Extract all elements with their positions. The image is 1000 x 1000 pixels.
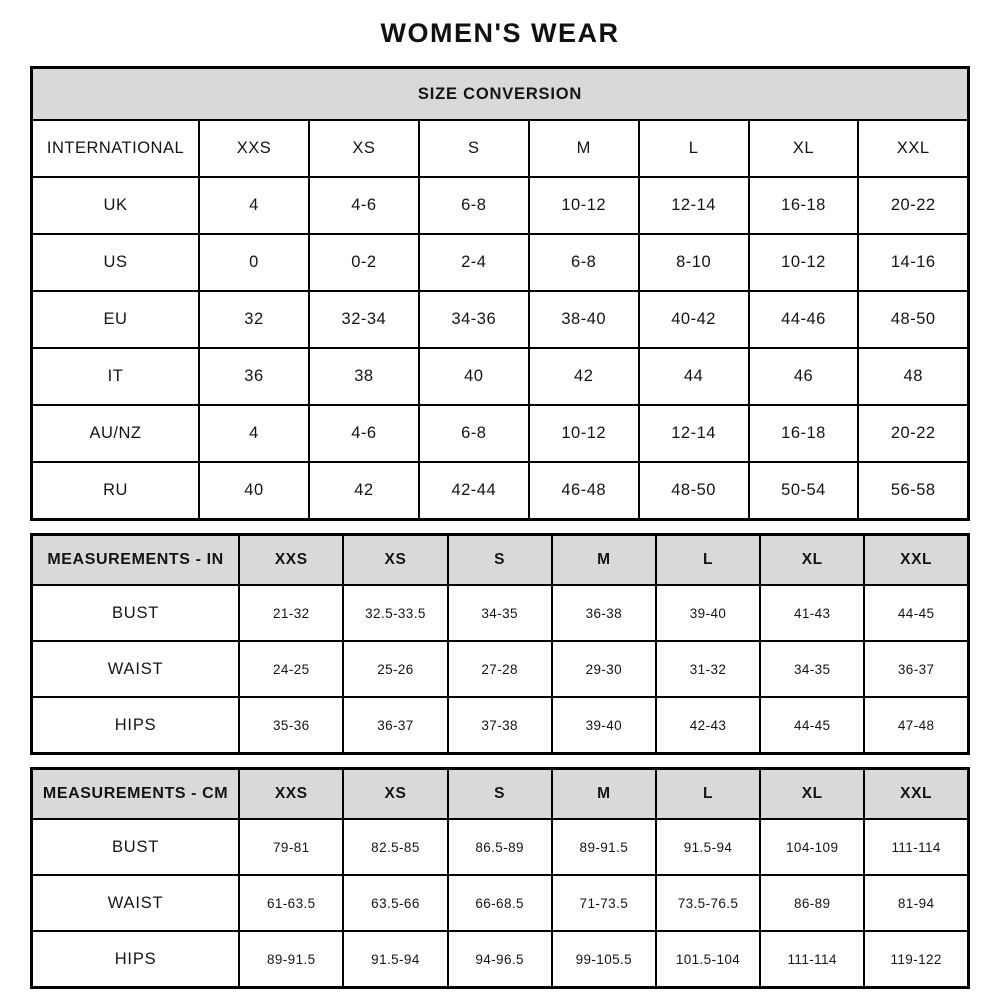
data-cell: 50-54	[749, 462, 859, 520]
data-cell: 73.5-76.5	[656, 875, 760, 931]
row-label-cell: EU	[32, 291, 200, 348]
data-cell: 6-8	[419, 405, 529, 462]
data-cell: 6-8	[419, 177, 529, 234]
data-cell: 94-96.5	[448, 931, 552, 988]
data-cell: 25-26	[343, 641, 447, 697]
data-cell: 40	[419, 348, 529, 405]
row-label-cell: HIPS	[32, 931, 240, 988]
data-cell: 119-122	[864, 931, 968, 988]
data-cell: 4-6	[309, 405, 419, 462]
table-label-cell: INTERNATIONAL	[32, 120, 200, 177]
data-cell: 47-48	[864, 697, 968, 754]
data-cell: 14-16	[858, 234, 968, 291]
table-row	[32, 177, 969, 234]
data-cell: 12-14	[639, 405, 749, 462]
data-cell: 34-35	[760, 641, 864, 697]
data-cell: 46	[749, 348, 859, 405]
data-cell: 36	[199, 348, 309, 405]
row-label-cell: HIPS	[32, 697, 240, 754]
table-banner-row	[32, 68, 969, 121]
data-cell: 91.5-94	[656, 819, 760, 875]
column-header-cell: XL	[749, 120, 859, 177]
data-cell: 0-2	[309, 234, 419, 291]
data-cell: 4	[199, 177, 309, 234]
row-label-cell: WAIST	[32, 875, 240, 931]
row-label-cell: BUST	[32, 819, 240, 875]
table-banner: SIZE CONVERSION	[32, 68, 969, 121]
data-cell: 89-91.5	[552, 819, 656, 875]
data-cell: 32.5-33.5	[343, 585, 447, 641]
row-label-cell: IT	[32, 348, 200, 405]
row-label-cell: US	[32, 234, 200, 291]
data-cell: 40	[199, 462, 309, 520]
column-header-cell: XXL	[864, 535, 968, 586]
table-row	[32, 585, 969, 641]
data-cell: 31-32	[656, 641, 760, 697]
data-cell: 44-45	[864, 585, 968, 641]
data-cell: 40-42	[639, 291, 749, 348]
column-header-cell: L	[639, 120, 749, 177]
data-cell: 48-50	[858, 291, 968, 348]
data-cell: 111-114	[760, 931, 864, 988]
table-row	[32, 641, 969, 697]
data-cell: 35-36	[239, 697, 343, 754]
data-cell: 86-89	[760, 875, 864, 931]
table-label-cell: MEASUREMENTS - CM	[32, 769, 240, 820]
data-cell: 10-12	[749, 234, 859, 291]
row-label-cell: BUST	[32, 585, 240, 641]
data-cell: 27-28	[448, 641, 552, 697]
column-header-cell: XL	[760, 535, 864, 586]
row-label-cell: RU	[32, 462, 200, 520]
data-cell: 71-73.5	[552, 875, 656, 931]
data-cell: 42-43	[656, 697, 760, 754]
data-cell: 4-6	[309, 177, 419, 234]
data-cell: 61-63.5	[239, 875, 343, 931]
data-cell: 16-18	[749, 177, 859, 234]
data-cell: 79-81	[239, 819, 343, 875]
data-cell: 48-50	[639, 462, 749, 520]
data-cell: 0	[199, 234, 309, 291]
column-header-cell: XXS	[239, 769, 343, 820]
data-cell: 111-114	[864, 819, 968, 875]
data-cell: 32-34	[309, 291, 419, 348]
data-cell: 46-48	[529, 462, 639, 520]
data-cell: 36-37	[864, 641, 968, 697]
column-header-cell: XS	[343, 769, 447, 820]
measurements-in-table	[30, 533, 970, 755]
table-row	[32, 291, 969, 348]
column-header-row	[32, 535, 969, 586]
column-header-cell: L	[656, 535, 760, 586]
data-cell: 21-32	[239, 585, 343, 641]
data-cell: 39-40	[552, 697, 656, 754]
table-row	[32, 875, 969, 931]
row-label-cell: WAIST	[32, 641, 240, 697]
data-cell: 36-38	[552, 585, 656, 641]
data-cell: 56-58	[858, 462, 968, 520]
table-row	[32, 931, 969, 988]
column-header-cell: XXS	[239, 535, 343, 586]
data-cell: 4	[199, 405, 309, 462]
data-cell: 81-94	[864, 875, 968, 931]
data-cell: 66-68.5	[448, 875, 552, 931]
data-cell: 63.5-66	[343, 875, 447, 931]
data-cell: 34-35	[448, 585, 552, 641]
table-row	[32, 819, 969, 875]
row-label-cell: AU/NZ	[32, 405, 200, 462]
column-header-cell: M	[552, 769, 656, 820]
size-conversion-table	[30, 66, 970, 521]
data-cell: 12-14	[639, 177, 749, 234]
data-cell: 104-109	[760, 819, 864, 875]
column-header-cell: XXS	[199, 120, 309, 177]
table-row	[32, 462, 969, 520]
column-header-cell: XS	[343, 535, 447, 586]
table-row	[32, 234, 969, 291]
data-cell: 44-46	[749, 291, 859, 348]
table-row	[32, 697, 969, 754]
data-cell: 39-40	[656, 585, 760, 641]
column-header-cell: M	[552, 535, 656, 586]
data-cell: 20-22	[858, 177, 968, 234]
data-cell: 8-10	[639, 234, 749, 291]
data-cell: 82.5-85	[343, 819, 447, 875]
page-title: WOMEN'S WEAR	[380, 18, 620, 48]
data-cell: 44	[639, 348, 749, 405]
data-cell: 42	[529, 348, 639, 405]
column-header-cell: S	[448, 535, 552, 586]
data-cell: 36-37	[343, 697, 447, 754]
data-cell: 34-36	[419, 291, 529, 348]
data-cell: 99-105.5	[552, 931, 656, 988]
data-cell: 38-40	[529, 291, 639, 348]
data-cell: 38	[309, 348, 419, 405]
column-header-cell: S	[419, 120, 529, 177]
column-header-row	[32, 769, 969, 820]
data-cell: 42	[309, 462, 419, 520]
data-cell: 101.5-104	[656, 931, 760, 988]
data-cell: 32	[199, 291, 309, 348]
column-header-cell: XXL	[858, 120, 968, 177]
data-cell: 44-45	[760, 697, 864, 754]
data-cell: 29-30	[552, 641, 656, 697]
column-header-cell: M	[529, 120, 639, 177]
data-cell: 41-43	[760, 585, 864, 641]
row-label-cell: UK	[32, 177, 200, 234]
data-cell: 16-18	[749, 405, 859, 462]
column-header-cell: S	[448, 769, 552, 820]
data-cell: 2-4	[419, 234, 529, 291]
column-header-cell: XXL	[864, 769, 968, 820]
data-cell: 10-12	[529, 405, 639, 462]
data-cell: 10-12	[529, 177, 639, 234]
data-cell: 37-38	[448, 697, 552, 754]
column-header-cell: L	[656, 769, 760, 820]
data-cell: 6-8	[529, 234, 639, 291]
table-row	[32, 405, 969, 462]
data-cell: 48	[858, 348, 968, 405]
table-row	[32, 348, 969, 405]
measurements-cm-table	[30, 767, 970, 989]
table-label-cell: MEASUREMENTS - IN	[32, 535, 240, 586]
column-header-cell: XS	[309, 120, 419, 177]
data-cell: 42-44	[419, 462, 529, 520]
data-cell: 91.5-94	[343, 931, 447, 988]
data-cell: 24-25	[239, 641, 343, 697]
data-cell: 20-22	[858, 405, 968, 462]
column-header-cell: XL	[760, 769, 864, 820]
data-cell: 89-91.5	[239, 931, 343, 988]
data-cell: 86.5-89	[448, 819, 552, 875]
column-header-row	[32, 120, 969, 177]
